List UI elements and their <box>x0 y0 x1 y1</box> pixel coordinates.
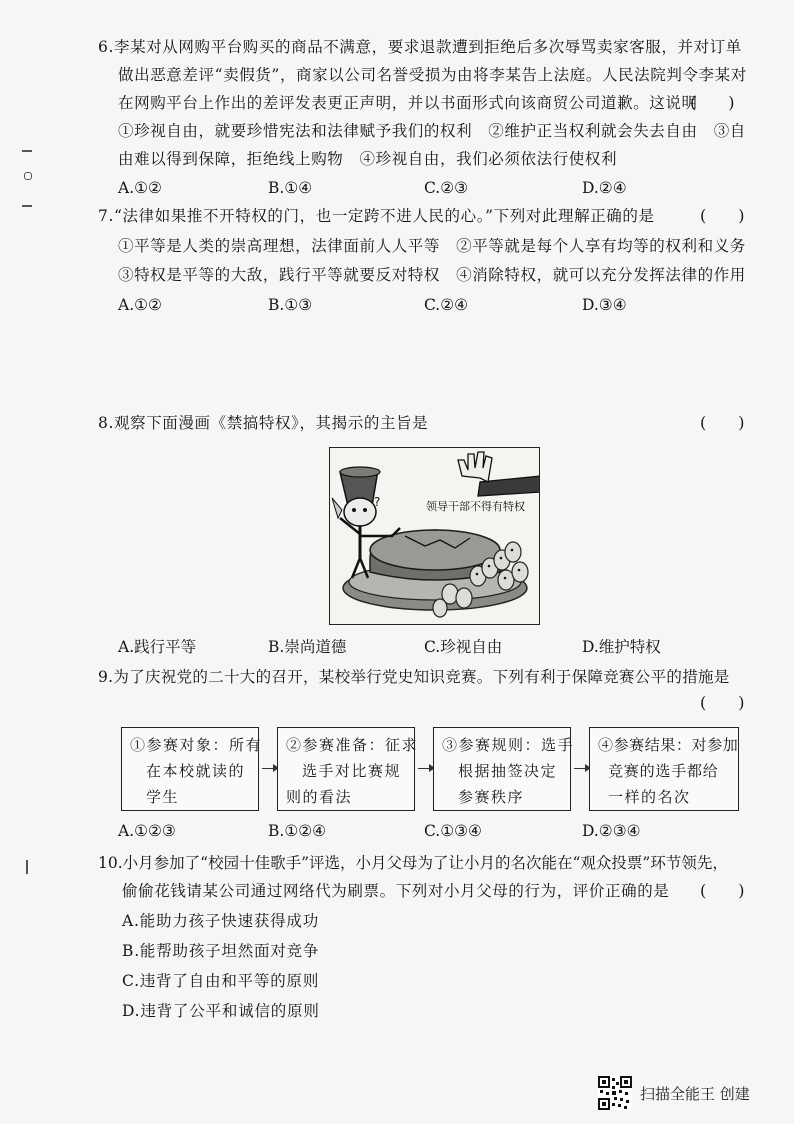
q10-option-d[interactable]: D.违背了公平和诚信的原则 <box>122 1002 320 1020</box>
q10-option-a[interactable]: A.能助力孩子快速获得成功 <box>122 912 320 930</box>
q7-line-1: 7.“法律如果推不开特权的门，也一定跨不进人民的心。”下列对此理解正确的是 <box>98 207 655 225</box>
q7-option-a[interactable]: A.①② <box>118 296 162 314</box>
q8-option-b[interactable]: B.崇尚道德 <box>268 638 347 656</box>
flow-box-line: 根据抽签决定 <box>458 762 558 780</box>
answer-bracket[interactable]: ( ) <box>700 206 745 225</box>
answer-bracket[interactable]: ( ) <box>700 413 745 432</box>
answer-bracket[interactable]: ( ) <box>700 881 745 900</box>
flow-box-line: ③参赛规则：选手 <box>442 736 575 754</box>
flow-arrow-1 <box>262 768 274 769</box>
cartoon-drawing <box>330 448 540 625</box>
q8-line-1: 8.观察下面漫画《禁搞特权》，其揭示的主旨是 <box>98 414 429 432</box>
flow-arrow-3 <box>574 768 586 769</box>
q6-line-3: 在网购平台上作出的差评发表更正声明，并以书面形式向该商贸公司道歉。这说明 <box>118 94 698 112</box>
flow-box-line: 在本校就读的 <box>146 762 246 780</box>
q9-option-b[interactable]: B.①②④ <box>268 822 327 840</box>
q10-line-1: 10.小月参加了“校园十佳歌手”评选，小月父母为了让小月的名次能在“观众投票”环节领先， <box>98 854 728 872</box>
flow-box-line: ①参赛对象：所有 <box>130 736 263 754</box>
q6-line-5: 由难以得到保障，拒绝线上购物 ④珍视自由，我们必须依法行使权利 <box>118 150 618 168</box>
binding-mark <box>24 172 32 180</box>
q8-option-a[interactable]: A.践行平等 <box>118 638 197 656</box>
q9-option-a[interactable]: A.①②③ <box>118 822 176 840</box>
q6-line-4: ①珍视自由，就要珍惜宪法和法律赋予我们的权利 ②维护正当权利就会失去自由 ③自 <box>118 122 746 140</box>
flow-box-line: 竞赛的选手都给 <box>608 762 719 780</box>
flow-box-line: ④参赛结果：对参加 <box>598 736 739 754</box>
answer-bracket[interactable]: ( ) <box>700 693 745 712</box>
flow-box-line: 选手对比赛规 <box>302 762 402 780</box>
q6-option-c[interactable]: C.②③ <box>424 179 469 197</box>
flow-box-2 <box>277 727 419 811</box>
q10-option-c[interactable]: C.违背了自由和平等的原则 <box>122 972 320 990</box>
cartoon-caption: 领导干部不得有特权 <box>426 500 525 513</box>
q10-option-b[interactable]: B.能帮助孩子坦然面对竞争 <box>122 942 320 960</box>
flow-box-3 <box>433 727 575 811</box>
binding-mark <box>26 860 28 874</box>
q6-line-2: 做出恶意差评“卖假货”，商家以公司名誉受损为由将李某告上法庭。人民法院判令李某对 <box>118 66 747 84</box>
binding-mark <box>22 205 32 207</box>
flow-box-line: 参赛秩序 <box>458 788 525 806</box>
q8-option-d[interactable]: D.维护特权 <box>582 638 661 656</box>
flow-box-line: 学生 <box>146 788 180 806</box>
scanner-watermark: 扫描全能王 创建 <box>640 1085 750 1103</box>
q7-option-c[interactable]: C.②④ <box>424 296 469 314</box>
q7-line-3: ③特权是平等的大敌，践行平等就要反对特权 ④消除特权，就可以充分发挥法律的作用 <box>118 266 746 284</box>
q6-option-a[interactable]: A.①② <box>118 179 162 197</box>
q9-line-1: 9.为了庆祝党的二十大的召开，某校举行党史知识竞赛。下列有利于保障竞赛公平的措施是 <box>98 668 730 686</box>
answer-bracket[interactable]: ( ) <box>690 93 735 112</box>
flow-box-line: ②参赛准备：征求 <box>286 736 419 754</box>
q6-line-1: 6.李某对从网购平台购买的商品不满意，要求退款遭到拒绝后多次辱骂卖家客服，并对订单 <box>98 38 742 56</box>
qr-code-icon <box>598 1076 632 1110</box>
flow-box-4 <box>589 727 739 811</box>
flow-box-line: 一样的名次 <box>608 788 691 806</box>
flow-arrow-2 <box>418 768 430 769</box>
q7-line-2: ①平等是人类的崇高理想，法律面前人人平等 ②平等就是每个人享有均等的权利和义务 <box>118 237 746 255</box>
q10-line-2: 偷偷花钱请某公司通过网络代为刷票。下列对小月父母的行为，评价正确的是 <box>122 882 670 900</box>
q8-option-c[interactable]: C.珍视自由 <box>424 638 503 656</box>
svg-text:?: ? <box>374 495 381 509</box>
q6-option-d[interactable]: D.②④ <box>582 179 627 197</box>
q9-option-d[interactable]: D.②③④ <box>582 822 641 840</box>
q6-option-b[interactable]: B.①④ <box>268 179 313 197</box>
binding-mark <box>22 150 32 152</box>
cartoon-image <box>329 447 540 625</box>
flow-box-1 <box>121 727 263 811</box>
q7-option-d[interactable]: D.③④ <box>582 296 627 314</box>
q9-option-c[interactable]: C.①③④ <box>424 822 482 840</box>
flow-box-line: 则的看法 <box>286 788 353 806</box>
q7-option-b[interactable]: B.①③ <box>268 296 313 314</box>
